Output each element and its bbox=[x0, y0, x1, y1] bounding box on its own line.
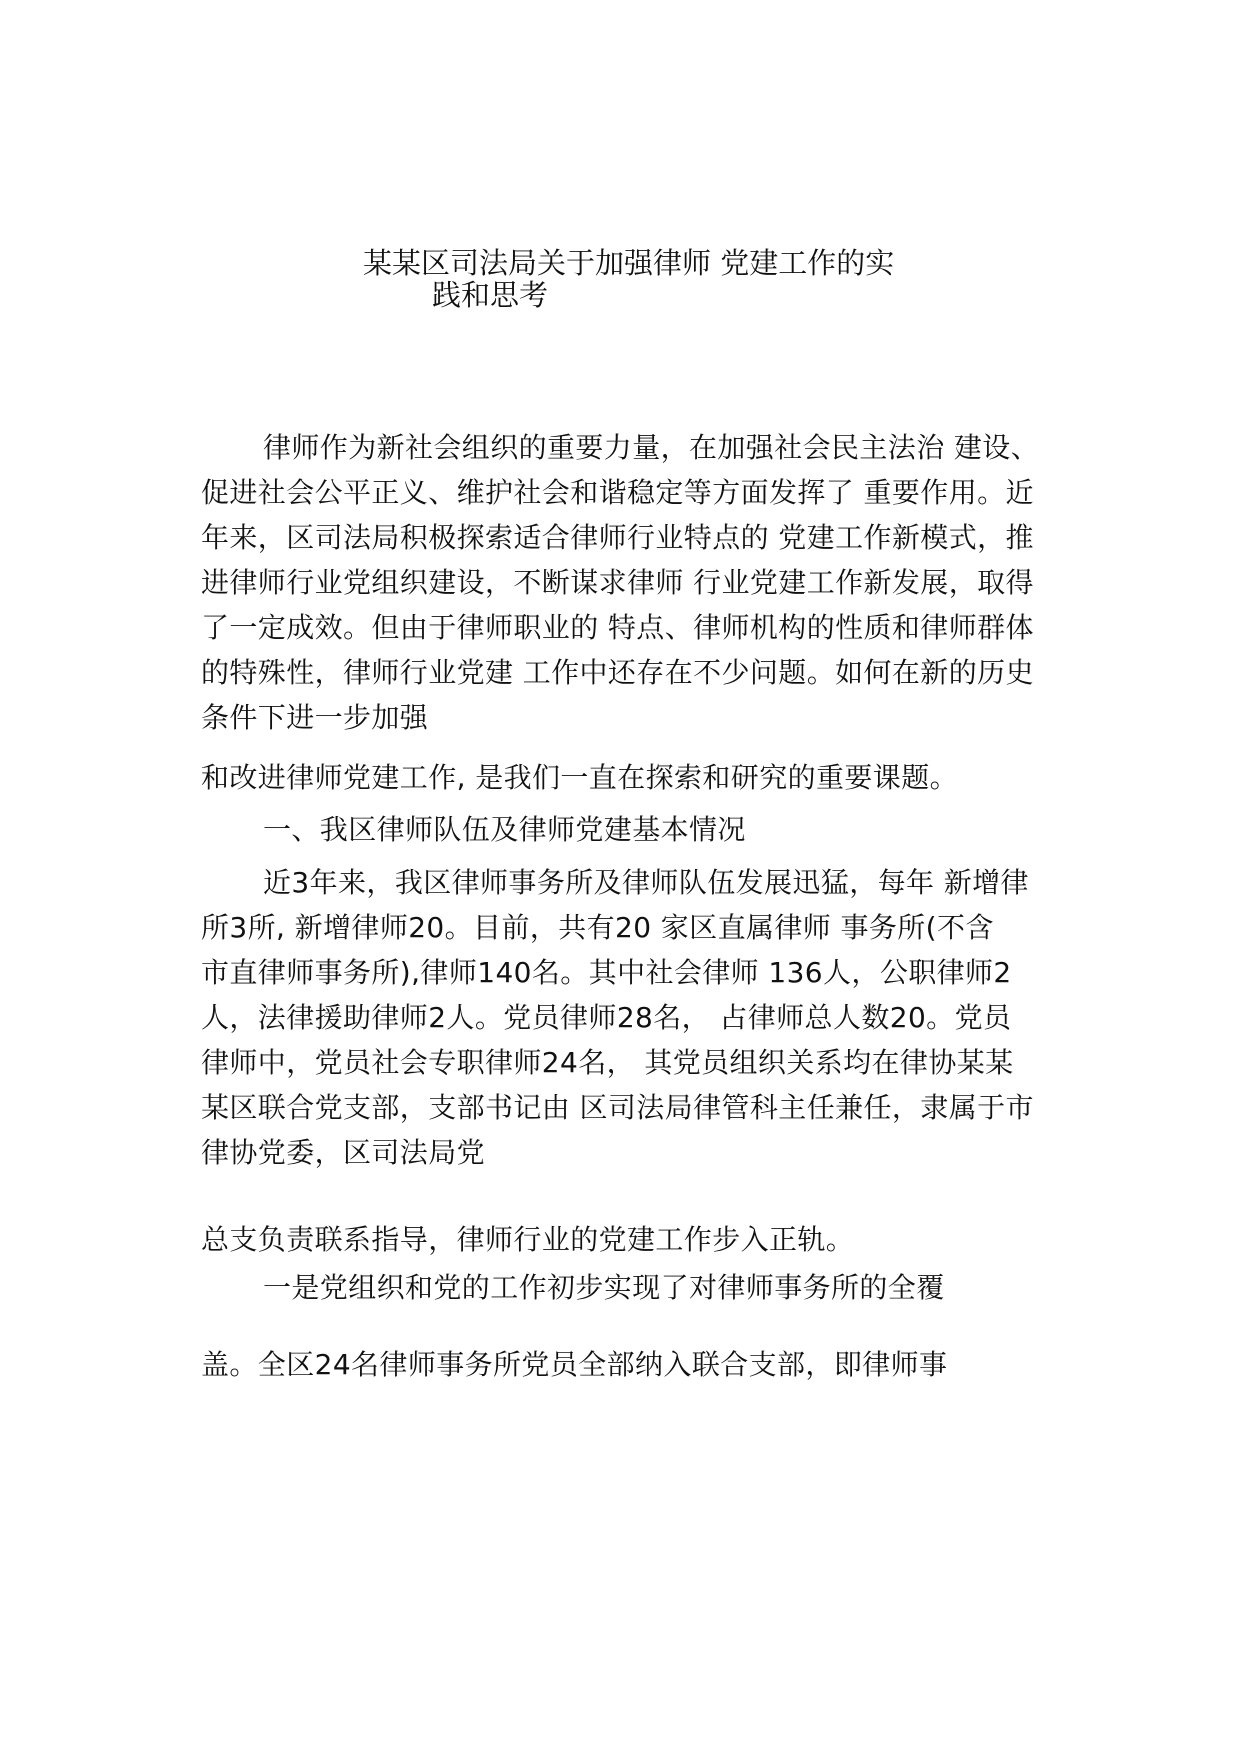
paragraph-line: 总支负责联系指导，律师行业的党建工作步入正轨。 bbox=[201, 1223, 855, 1256]
paragraph-line: 律师中，党员社会专职律师24名， 其党员组织关系均在律协某某 bbox=[201, 1046, 1014, 1079]
paragraph-line: 市直律师事务所),律师140名。其中社会律师 136人，公职律师2 bbox=[201, 956, 1012, 989]
paragraph-line: 了一定成效。但由于律师职业的 特点、律师机构的性质和律师群体 bbox=[201, 611, 1034, 644]
paragraph-line: 的特殊性，律师行业党建 工作中还存在不少问题。如何在新的历史 bbox=[201, 656, 1034, 689]
paragraph-continuation bbox=[201, 1217, 1081, 1262]
paragraph-line: 律师作为新社会组织的重要力量，在加强社会民主法治 建设、 bbox=[263, 431, 1040, 464]
paragraph-line: 近3年来，我区律师事务所及律师队伍发展迅猛，每年 新增律 bbox=[263, 866, 1029, 899]
section-heading bbox=[201, 807, 1081, 852]
paragraph-intro bbox=[201, 425, 1081, 740]
paragraph-basic-situation bbox=[201, 860, 1081, 1175]
document-title-line-2: 践和思考 bbox=[432, 278, 549, 312]
paragraph-line: 盖。全区24名律师事务所党员全部纳入联合支部，即律师事 bbox=[201, 1348, 948, 1381]
paragraph-line: 所3所, 新增律师20。目前，共有20 家区直属律师 事务所(不含 bbox=[201, 911, 994, 944]
paragraph-line: 促进社会公平正义、维护社会和谐稳定等方面发挥了 重要作用。近 bbox=[201, 476, 1034, 509]
document-title-line-1: 某某区司法局关于加强律师 党建工作的实 bbox=[363, 246, 895, 280]
paragraph-line: 和改进律师党建工作, 是我们一直在探索和研究的重要课题。 bbox=[201, 761, 959, 794]
paragraph-line: 进律师行业党组织建设，不断谋求律师 行业党建工作新发展，取得 bbox=[201, 566, 1034, 599]
paragraph-line: 条件下进一步加强 bbox=[201, 701, 429, 734]
paragraph-point-one bbox=[201, 1265, 1081, 1310]
paragraph-continuation bbox=[201, 755, 1081, 800]
paragraph-line: 一是党组织和党的工作初步实现了对律师事务所的全覆 bbox=[263, 1271, 945, 1304]
paragraph-line: 人，法律援助律师2人。党员律师28名， 占律师总人数20。党员 bbox=[201, 1001, 1012, 1034]
paragraph-continuation bbox=[201, 1342, 1081, 1387]
section-heading-text: 一、我区律师队伍及律师党建基本情况 bbox=[263, 813, 746, 846]
paragraph-line: 律协党委，区司法局党 bbox=[201, 1136, 486, 1169]
paragraph-line: 某区联合党支部，支部书记由 区司法局律管科主任兼任，隶属于市 bbox=[201, 1091, 1034, 1124]
paragraph-line: 年来，区司法局积极探索适合律师行业特点的 党建工作新模式，推 bbox=[201, 521, 1034, 554]
